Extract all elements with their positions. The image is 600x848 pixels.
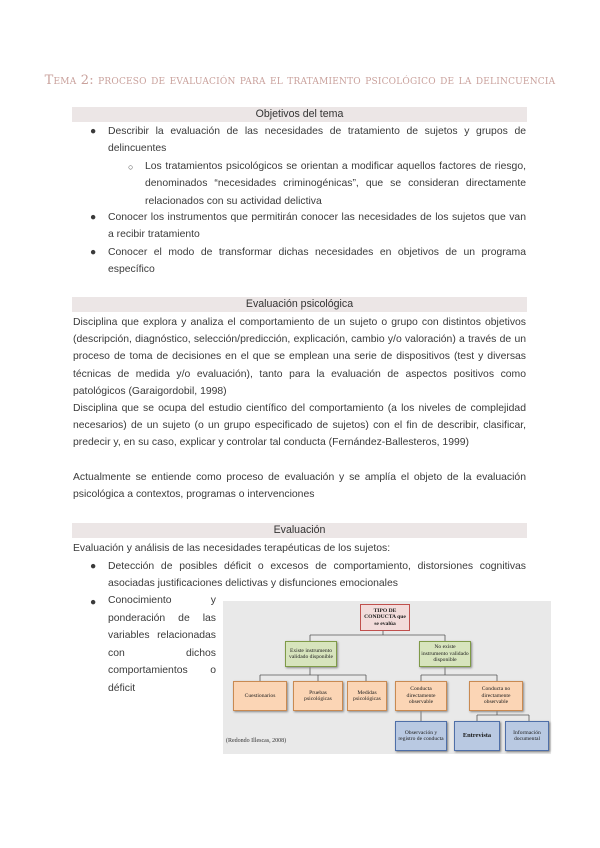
section-heading-objetivos: Objetivos del tema: [72, 107, 527, 122]
diagram-observacion: Observación y registro de conducta: [395, 721, 447, 751]
bullet-icon: ●: [90, 597, 97, 608]
diagram-medidas: Medidas psicológicas: [347, 681, 387, 711]
evaluacion-punto-2: Conocimiento y ponderación de las variables relacionadas con dichos comportamientos o déficit: [108, 595, 216, 694]
bullet-icon: ●: [90, 126, 97, 137]
definicion-actual: Actualmente se entiende como proceso de evaluación y se amplía el objeto de la evaluación psicológica a contextos, programas o intervenciones: [73, 472, 526, 501]
diagram-conducta-observable: Conducta directamente observable: [395, 681, 447, 711]
diagram-validated-instrument: Existe instrumento validado disponible: [285, 641, 337, 667]
diagram-entrevista: Entrevista: [454, 721, 500, 751]
diagram-source: (Redondo Illescas, 2008): [226, 738, 287, 744]
diagram-pruebas: Pruebas psicológicas: [293, 681, 343, 711]
section-heading-evaluacion-psicologica: Evaluación psicológica: [72, 297, 527, 312]
diagram-no-validated-instrument: No existe instrumento validado disponible: [419, 641, 471, 667]
objetivo-3: Conocer el modo de transformar dichas necesidades en objetivos de un programa específico: [108, 247, 526, 276]
evaluation-diagram: [223, 601, 551, 754]
evaluacion-intro: Evaluación y análisis de las necesidades terapéuticas de los sujetos:: [73, 543, 391, 554]
diagram-root: TIPO DE CONDUCTA que se evalúa: [360, 604, 410, 631]
bullet-icon: ●: [90, 561, 97, 572]
sub-bullet-icon: ○: [128, 162, 134, 172]
objetivo-1: Describir la evaluación de las necesidades de tratamiento de sujetos y grupos de delincuentes: [108, 126, 526, 155]
bullet-icon: ●: [90, 212, 97, 223]
diagram-cuestionarios: Cuestionarios: [233, 681, 287, 711]
section-heading-evaluacion: Evaluación: [72, 523, 527, 538]
diagram-informacion-documental: Información documental: [505, 721, 549, 751]
objetivo-2: Conocer los instrumentos que permitirán conocer las necesidades de los sujetos que van a recibir tratamiento: [108, 212, 526, 241]
diagram-conducta-no-observable: Conducta no directamente observable: [469, 681, 523, 711]
definicion-fernandez-ballesteros: Disciplina que se ocupa del estudio científico del comportamiento (a los niveles de complejidad necesarios) de un sujeto (o un grupo especificado de sujetos) con el fin de describir, clasificar, predecir y, en su caso, explicar y controlar tal conducta (Fernández-Ballesteros, 1999): [73, 403, 526, 449]
objetivo-1-sub: Los tratamientos psicológicos se orientan a modificar aquellos factores de riesgo, denominados “necesidades criminogénicas”, que se consideran directamente relacionados con su actividad delictiva: [145, 161, 526, 207]
evaluacion-punto-1: Detección de posibles déficit o excesos de comportamiento, distorsiones cognitivas asociadas justificaciones delictivas y disfunciones emocionales: [108, 561, 526, 590]
page-title: Tema 2: proceso de evaluación para el tratamiento psicológico de la delincuencia: [44, 73, 556, 88]
bullet-icon: ●: [90, 247, 97, 258]
definicion-garaigordobil: Disciplina que explora y analiza el comportamiento de un sujeto o grupo con distintos objetivos (descripción, diagnóstico, selección/predicción, explicación, cambio y/o valoración) a través de un proceso de toma de decisiones en el que se emplean una serie de dispositivos (test y diversas técnicas de medida y/o evaluación), tanto para la evaluación de aspectos positivos como patológicos (Garaigordobil, 1998): [73, 317, 526, 397]
